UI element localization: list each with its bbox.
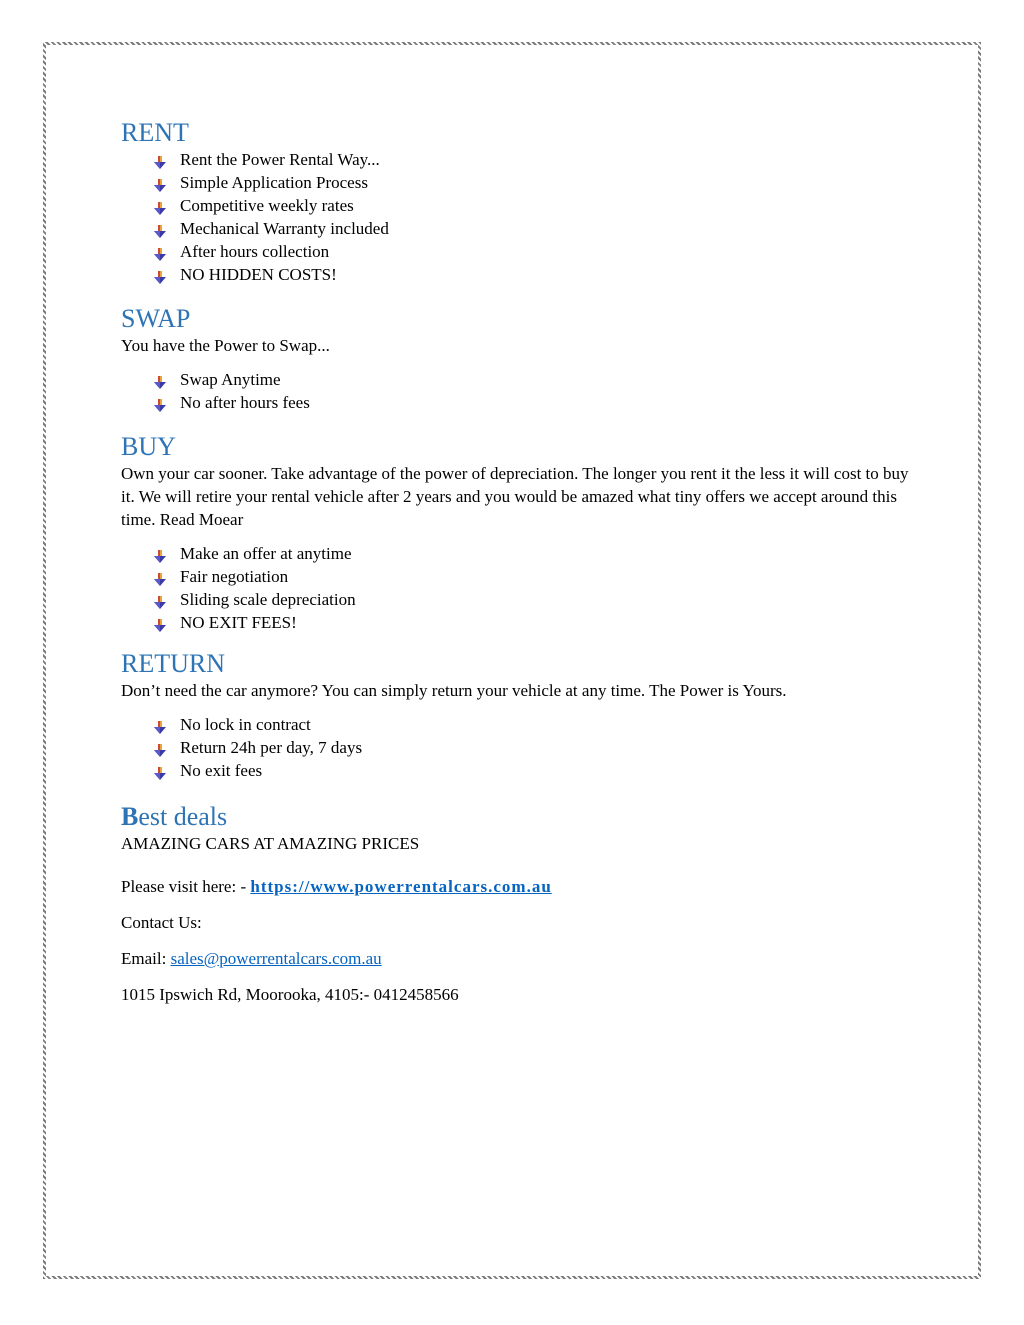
list-item-text: No exit fees [180, 761, 263, 780]
down-arrow-bullet-icon [153, 245, 167, 259]
list-item-text: Return 24h per day, 7 days [180, 738, 363, 757]
list-item [153, 588, 911, 611]
list-item-text: NO HIDDEN COSTS! [180, 265, 337, 284]
list-item [153, 542, 911, 565]
list-item [153, 194, 911, 217]
swap-list [121, 368, 911, 414]
swap-heading: SWAP [121, 304, 191, 333]
list-item-text: NO EXIT FEES! [180, 613, 297, 632]
document-content [121, 118, 911, 1006]
list-item [153, 611, 911, 634]
down-arrow-bullet-icon [153, 593, 167, 607]
down-arrow-bullet-icon [153, 396, 167, 410]
list-item [153, 736, 911, 759]
down-arrow-bullet-icon [153, 718, 167, 732]
list-item-text: Sliding scale depreciation [180, 590, 356, 609]
list-item-text: Mechanical Warranty included [180, 219, 389, 238]
deals-tagline: AMAZING CARS AT AMAZING PRICES [121, 834, 420, 853]
list-item-text: Fair negotiation [180, 567, 289, 586]
down-arrow-bullet-icon [153, 547, 167, 561]
visit-label: Please visit here: - [121, 877, 251, 896]
best-deals-heading-rest: est deals [138, 802, 228, 831]
list-item [153, 713, 911, 736]
list-item-text: After hours collection [180, 242, 330, 261]
list-item-text: No lock in contract [180, 715, 311, 734]
email-label: Email: [121, 949, 171, 968]
list-item-text: Competitive weekly rates [180, 196, 354, 215]
buy-heading: BUY [121, 432, 176, 461]
down-arrow-bullet-icon [153, 153, 167, 167]
visit-line [121, 875, 911, 898]
buy-list [121, 542, 911, 634]
return-list [121, 713, 911, 782]
list-item [153, 240, 911, 263]
best-deals-heading [121, 802, 911, 832]
down-arrow-bullet-icon [153, 570, 167, 584]
list-item-text: Make an offer at anytime [180, 544, 352, 563]
down-arrow-bullet-icon [153, 764, 167, 778]
list-item [153, 263, 911, 286]
down-arrow-bullet-icon [153, 616, 167, 630]
rent-heading: RENT [121, 118, 189, 147]
down-arrow-bullet-icon [153, 222, 167, 236]
address-line: 1015 Ipswich Rd, Moorooka, 4105:- 0412458566 [121, 985, 459, 1004]
down-arrow-bullet-icon [153, 176, 167, 190]
list-item-text: No after hours fees [180, 393, 310, 412]
contact-label: Contact Us: [121, 913, 202, 932]
list-item-text: Simple Application Process [180, 173, 368, 192]
list-item-text: Rent the Power Rental Way... [180, 150, 380, 169]
down-arrow-bullet-icon [153, 199, 167, 213]
list-item [153, 391, 911, 414]
website-link[interactable]: https://www.powerrentalcars.com.au [250, 877, 552, 896]
return-intro: Don’t need the car anymore? You can simply return your vehicle at any time. The Power is Yours. [121, 681, 787, 700]
list-item [153, 148, 911, 171]
return-heading: RETURN [121, 649, 225, 678]
swap-intro: You have the Power to Swap... [121, 336, 330, 355]
buy-intro: Own your car sooner. Take advantage of the power of depreciation. The longer you rent it the less it will cost to buy it. We will retire your rental vehicle after 2 years and you would be amazed what tiny offers we accept around this time. Read Moear [121, 464, 909, 529]
best-deals-heading-initial: B [121, 802, 139, 831]
list-item [153, 368, 911, 391]
rent-list [121, 148, 911, 286]
list-item [153, 217, 911, 240]
email-line [121, 947, 911, 970]
list-item [153, 171, 911, 194]
down-arrow-bullet-icon [153, 373, 167, 387]
down-arrow-bullet-icon [153, 268, 167, 282]
down-arrow-bullet-icon [153, 741, 167, 755]
list-item-text: Swap Anytime [180, 370, 281, 389]
email-link[interactable]: sales@powerrentalcars.com.au [170, 949, 382, 968]
list-item [153, 565, 911, 588]
list-item [153, 759, 911, 782]
